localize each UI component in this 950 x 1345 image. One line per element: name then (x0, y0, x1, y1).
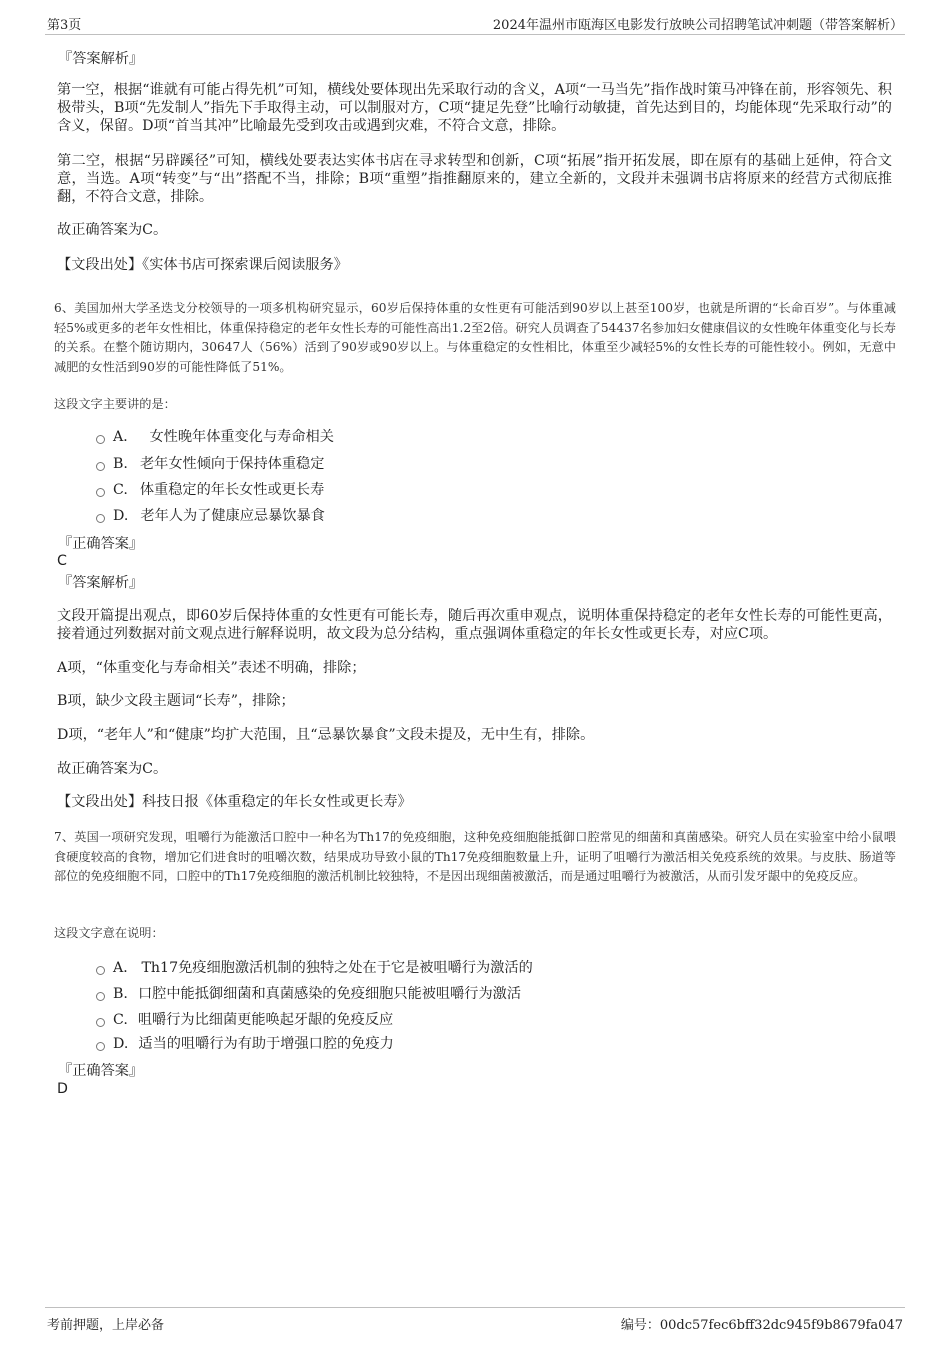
option-text: 老年人为了健康应忌暴饮暴食 (140, 508, 325, 524)
radio-icon[interactable] (96, 488, 105, 497)
q6-source: 【文段出处】科技日报《体重稳定的年长女性或更长寿》 (57, 794, 412, 810)
option-text: 口腔中能抵御细菌和真菌感染的免疫细胞只能被咀嚼行为激活 (137, 986, 522, 1002)
question-7-text: 7、英国一项研究发现，咀嚼行为能激活口腔中一种名为Th17的免疫细胞，这种免疫细胞能抵御口腔常见的细菌和真菌感染。研究人员在实验室中给小鼠喂食硬度较高的食物，增加它们进食时的咀嚼次数，结果成功导致小鼠的Th17免疫细胞数量上升，证明了咀嚼行为激活相关免疫系统的效果。与皮肤、肠道等部位的免疫细胞不同，口腔中的Th17免疫细胞的激活机制比较独特，不是因出现细菌被激活，而是通过咀嚼行为被激活，从而引发牙龈中的免疫反应。 (54, 830, 896, 883)
prev-analysis-label: 『答案解析』 (58, 51, 144, 67)
page-header (45, 12, 905, 35)
q7-option-a[interactable] (96, 959, 533, 977)
q6-analysis-conclusion: 故正确答案为C。 (57, 761, 168, 777)
q7-correct-answer: D (57, 1081, 68, 1097)
question-6-text: 6、美国加州大学圣迭戈分校领导的一项多机构研究显示，60岁后保持体重的女性更有可能活到90岁以上甚至100岁，也就是所谓的“长命百岁”。与体重减轻5%或更多的老年女性相比，体重保持稳定的老年女性长寿的可能性高出1.2至2倍。研究人员调查了54437名参加妇女健康倡议的女性晚年体重变化与长寿的关系。在整个随访期内，30647人（56%）活到了90岁或90岁以上。与体重稳定的女性相比，体重至少减轻5%的女性长寿的可能性较小。例如，无意中减肥的女性活到90岁的可能性降低了51%。 (54, 301, 896, 374)
document-title: 2024年温州市瓯海区电影发行放映公司招聘笔试冲刺题（带答案解析） (492, 18, 903, 33)
option-key: C. (113, 482, 128, 498)
q7-correct-label: 『正确答案』 (58, 1063, 144, 1079)
option-text: 老年女性倾向于保持体重稳定 (139, 456, 325, 472)
option-key: D. (113, 1036, 129, 1052)
radio-icon[interactable] (96, 1042, 105, 1051)
q6-option-a[interactable] (96, 428, 334, 446)
radio-icon[interactable] (96, 435, 105, 444)
q7-option-b[interactable] (96, 985, 521, 1003)
q6-analysis-para-1: 文段开篇提出观点，即60岁后保持体重的女性更有可能长寿，随后再次重申观点，说明体重保持稳定的老年女性长寿的可能性更高，接着通过列数据对前文观点进行解释说明，故文段为总分结构，重点强调体重稳定的年长女性或更长寿，对应C项。 (57, 608, 892, 642)
q6-correct-label: 『正确答案』 (58, 536, 144, 552)
question-7-prompt: 这段文字意在说明： (54, 926, 164, 940)
footer-slogan: 考前押题，上岸必备 (47, 1318, 165, 1333)
prev-analysis-para-2: 第二空，根据“另辟蹊径”可知，横线处要表达实体书店在寻求转型和创新，C项“拓展”指开拓发展，即在原有的基础上延伸，符合文意，当选。A项“转变”与“出”搭配不当，排除；B项“重塑”指推翻原来的，建立全新的，文段并未强调书店将原来的经营方式彻底推翻，不符合文意，排除。 (57, 153, 892, 205)
prev-conclusion: 故正确答案为C。 (57, 222, 168, 238)
q7-option-c[interactable] (96, 1011, 393, 1029)
q6-correct-answer: C (57, 553, 67, 569)
q6-analysis-label: 『答案解析』 (58, 575, 144, 591)
option-key: A． (113, 960, 138, 976)
radio-icon[interactable] (96, 514, 105, 523)
option-text: 体重稳定的年长女性或更长寿 (139, 482, 325, 498)
option-text: 咀嚼行为比细菌更能唤起牙龈的免疫反应 (137, 1012, 394, 1028)
page-number: 第3页 (47, 18, 82, 33)
option-key: A． (113, 429, 138, 445)
q6-analysis-para-3: B项，缺少文段主题词“长寿”，排除； (57, 693, 295, 709)
radio-icon[interactable] (96, 1018, 105, 1027)
q6-option-b[interactable] (96, 455, 324, 473)
prev-analysis-para-1: 第一空，根据“谁就有可能占得先机”可知，横线处要体现出先采取行动的含义，A项“一马当先”指作战时策马冲锋在前，形容领先、积极带头，B项“先发制人”指先下手取得主动，可以制服对方，C项“捷足先登”比喻行动敏捷，首先达到目的，均能体现“先采取行动”的含义，保留。D项“首当其冲”比喻最先受到攻击或遇到灾难，不符合文意，排除。 (57, 82, 892, 134)
q7-option-d[interactable] (96, 1035, 394, 1053)
option-text: Th17免疫细胞激活机制的独特之处在于它是被咀嚼行为激活的 (141, 960, 533, 976)
q6-analysis-para-2: A项，“体重变化与寿命相关”表述不明确，排除； (57, 660, 366, 676)
radio-icon[interactable] (96, 992, 105, 1001)
option-key: B. (113, 456, 128, 472)
q6-option-c[interactable] (96, 481, 324, 499)
document-id: 编号：00dc57fec6bff32dc945f9b8679fa047 (620, 1318, 903, 1333)
option-key: C. (113, 1012, 128, 1028)
prev-source: 【文段出处】《实体书店可探索课后阅读服务》 (57, 257, 348, 273)
q6-option-d[interactable] (96, 507, 325, 525)
radio-icon[interactable] (96, 462, 105, 471)
page-footer (45, 1307, 905, 1334)
option-text: 女性晚年体重变化与寿命相关 (149, 429, 334, 445)
q6-analysis-para-4: D项，“老年人”和“健康”均扩大范围，且“忌暴饮暴食”文段未提及，无中生有，排除。 (57, 727, 595, 743)
option-key: D. (113, 508, 129, 524)
question-6-prompt: 这段文字主要讲的是： (54, 397, 176, 411)
radio-icon[interactable] (96, 966, 105, 975)
option-text: 适当的咀嚼行为有助于增强口腔的免疫力 (138, 1036, 394, 1052)
option-key: B. (113, 986, 128, 1002)
